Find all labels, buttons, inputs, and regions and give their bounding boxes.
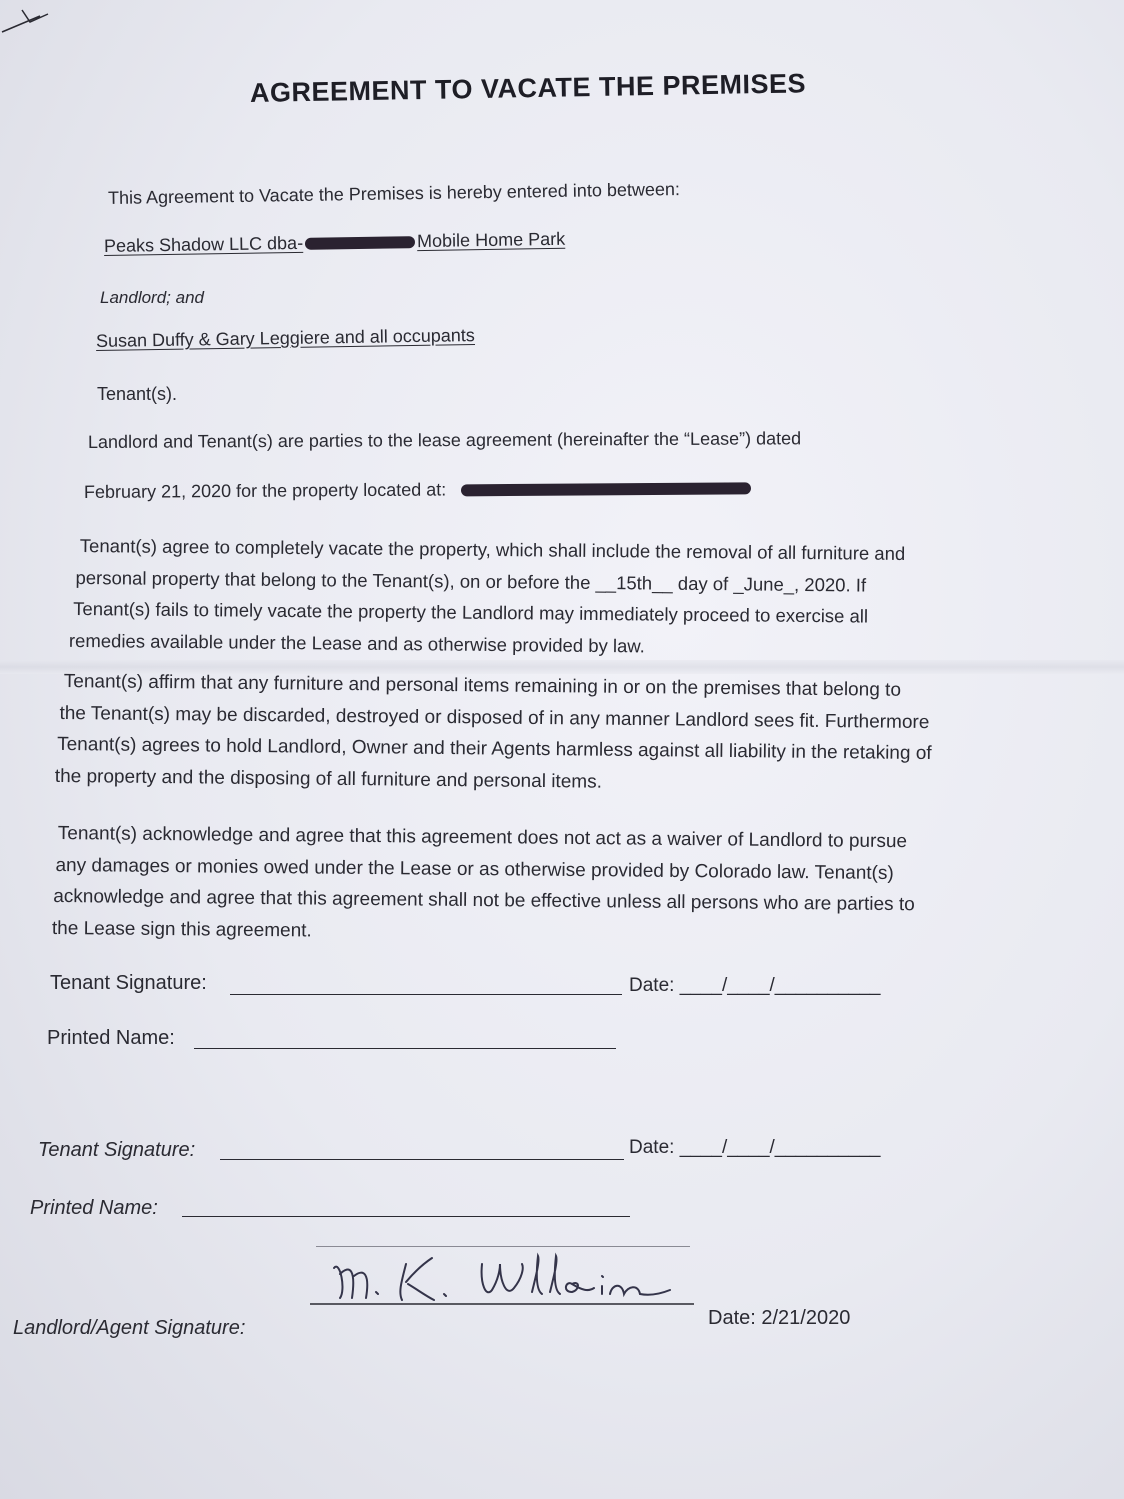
- tenant-signature-label-1: Tenant Signature:: [50, 972, 207, 994]
- paragraph-line: remedies available under the Lease and as otherwise provided by law.: [68, 629, 645, 656]
- paragraph-line: the Tenant(s) may be discarded, destroyed or disposed of in any manner Landlord sees fit. Furthermore: [59, 702, 930, 733]
- paragraph-line: the Lease sign this agreement.: [51, 917, 312, 941]
- redaction-mark: [461, 483, 751, 497]
- lease-line-1: Landlord and Tenant(s) are parties to the lease agreement (hereinafter the “Lease”) dated: [87, 428, 802, 452]
- paragraph-line: Tenant(s) agrees to hold Landlord, Owner and their Agents harmless against all liability in the retaking of: [57, 733, 932, 765]
- landlord-name-suffix: Mobile Home Park: [416, 228, 566, 252]
- discard-paragraph: [54, 666, 1064, 802]
- document-title: AGREEMENT TO VACATE THE PREMISES: [249, 68, 807, 108]
- tenant-date-2[interactable]: Date: ____/____/__________: [629, 1137, 881, 1158]
- tenant-signature-line-1[interactable]: [230, 994, 622, 995]
- tenant-signature-label-2: Tenant Signature:: [38, 1139, 196, 1161]
- paragraph-line: the property and the disposing of all furniture and personal items.: [54, 765, 603, 793]
- tenant-date-1[interactable]: Date: ____/____/__________: [629, 975, 881, 996]
- paragraph-line: Tenant(s) affirm that any furniture and personal items remaining in or on the premises that belong to: [63, 670, 902, 701]
- lease-date-text: February 21, 2020 for the property located at:: [83, 479, 447, 502]
- pen-mark-icon: [0, 6, 60, 36]
- redaction-mark: [305, 236, 415, 250]
- paragraph-line: Tenant(s) agree to completely vacate the property, which shall include the removal of all furniture and: [79, 534, 906, 564]
- landlord-signature-label: Landlord/Agent Signature:: [13, 1317, 246, 1339]
- landlord-signature-date: Date: 2/21/2020: [708, 1307, 851, 1329]
- vacate-paragraph: [68, 530, 1080, 666]
- printed-name-line-1[interactable]: [194, 1048, 616, 1049]
- printed-name-line-2[interactable]: [182, 1216, 630, 1217]
- lease-line-2: [84, 477, 753, 503]
- landlord-role: Landlord; and: [100, 288, 204, 307]
- tenant-names: Susan Duffy & Gary Leggiere and all occupants: [95, 325, 476, 351]
- printed-name-label-2: Printed Name:: [30, 1197, 158, 1219]
- paragraph-line: any damages or monies owed under the Lease or as otherwise provided by Colorado law. Tenant(s): [55, 854, 894, 884]
- paragraph-line: personal property that belong to the Tenant(s), on or before the __15th__ day of _June_, 2020. If: [75, 566, 867, 596]
- printed-name-label-1: Printed Name:: [47, 1027, 175, 1049]
- handwritten-signature-icon: [310, 1240, 700, 1320]
- paragraph-line: Tenant(s) fails to timely vacate the property the Landlord may immediately proceed to exercise all: [73, 597, 869, 627]
- intro-text: This Agreement to Vacate the Premises is hereby entered into between:: [107, 179, 681, 208]
- tenant-signature-line-2[interactable]: [220, 1159, 624, 1160]
- waiver-paragraph: [51, 818, 1058, 954]
- tenant-role: Tenant(s).: [97, 384, 178, 404]
- paragraph-line: Tenant(s) acknowledge and agree that this agreement does not act as a waiver of Landlord to pursue: [57, 822, 908, 853]
- landlord-name-prefix: Peaks Shadow LLC dba-: [103, 232, 304, 256]
- paragraph-line: acknowledge and agree that this agreement shall not be effective unless all persons who are parties to: [53, 885, 915, 916]
- landlord-name: [104, 229, 565, 257]
